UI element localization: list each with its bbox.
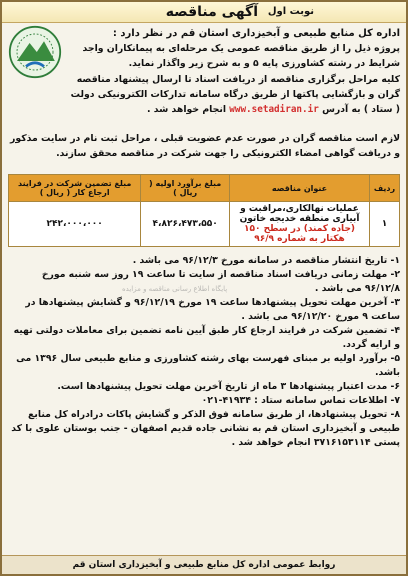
tender-title-line-2: (جاده کمند) در سطح ۱۵۰ هکتار به شماره ۹۶/۹ xyxy=(243,224,356,244)
footer-public-relations: روابط عمومی اداره کل منابع طبیعی و آبخیزداری استان قم xyxy=(2,555,406,574)
list-item: ۵- برآورد اولیه بر مبنای فهرست بهای رشته کشاورزی و منابع طبیعی سال ۱۳۹۶ می باشد. xyxy=(16,353,400,378)
list-item: ۴- تضمین شرکت در فرایند ارجاع کار طبق آیین نامه تضمین برای معاملات دولتی تهیه و ارایه گردد. xyxy=(13,325,400,350)
header-guarantee-amount: مبلغ تضمین شرکت در فرایند ارجاع کار ( ریال ) xyxy=(9,175,141,202)
conditions-list xyxy=(8,254,400,450)
table-row xyxy=(9,202,400,247)
list-item: ۲- مهلت زمانی دریافت اسناد مناقصه از سایت تا ساعت ۱۹ روز سه شنبه مورخ ۹۶/۱۲/۸ می باشد . xyxy=(41,269,400,294)
cell-tender-title xyxy=(230,202,370,247)
intro-paragraph-2 xyxy=(66,72,400,117)
header-row-number: ردیف xyxy=(370,175,400,202)
tender-title-line-1: عملیات نهالکاری،مراقبت و آبیاری منطقه خدیجه خاتون xyxy=(239,204,360,224)
tender-table xyxy=(8,174,400,247)
header-bar xyxy=(2,2,406,23)
table-header-row xyxy=(9,175,400,202)
cell-row-number: ۱ xyxy=(370,202,400,247)
header-initial-budget: مبلغ برآورد اولیه ( ریال ) xyxy=(141,175,230,202)
list-item: ۳- آخرین مهلت تحویل پیشنهادها ساعت ۱۹ مورخ ۹۶/۱۲/۱۹ و گشایش پیشنهادها در ساعت ۹ مورخ ۹۶/۱۲/۲۰ می باشد . xyxy=(25,297,400,322)
intro-paragraph-1: پروژه ذیل را از طریق مناقصه عمومی یک مرحله‌ای به پیمانکاران واجد شرایط در رشته کشاورزی پایه ۵ و به شرح زیر واگذار نماید. xyxy=(82,43,400,69)
list-item: ۶- مدت اعتبار پیشنهادها ۳ ماه از تاریخ آخرین مهلت تحویل پیشنهادها است. xyxy=(57,381,400,392)
header-tender-title: عنوان مناقصه xyxy=(230,175,370,202)
list-item: ۷- اطلاعات تماس سامانه ستاد : ۴۱۹۳۴-۰۲۱ xyxy=(201,395,400,406)
list-item: ۸- تحویل پیشنهادها، از طریق سامانه فوق الذکر و گشایش پاکات درادراه کل منابع طبیعی و آبخیزداری استان قم به نشانی جاده قدیم اصفهان - جنب بوستان علوی با کد پستی ۳۷۱۶۱۵۳۱۱۴ انجام خواهد شد . xyxy=(11,409,400,448)
list-item: ۱- تاریخ انتشار مناقصه در سامانه مورخ ۹۶/۱۲/۳ می باشد . xyxy=(132,255,400,266)
intro-paragraph-2-text: کلیه مراحل برگزاری مناقصه از دریافت اسناد تا ارسال پیشنهاد مناقصه گران و بازگشایی پاکتها از طریق درگاه سامانه تدارکات الکترونیکی دولت ( ستاد ) به آدرس xyxy=(70,74,400,115)
watermark-site: پایگاه اطلاع رسانی مناقصه و مزایده xyxy=(122,285,228,293)
cell-guarantee-amount: ۲۴۲،۰۰۰،۰۰۰ xyxy=(9,202,141,247)
organization-logo-icon xyxy=(8,25,62,79)
announcement-turn: نوبت اول xyxy=(267,6,314,17)
cell-initial-budget: ۴،۸۲۶،۴۷۳،۵۵۰ xyxy=(141,202,230,247)
announcement-title: آگهی مناقصه xyxy=(165,4,258,20)
intro-paragraph-3: لازم است مناقصه گران در صورت عدم عضویت قبلی ، مراحل ثبت نام در سایت مذکور و دریافت گواهی امضاء الکترونیکی را جهت شرکت در مناقصه محقق سازند. xyxy=(10,133,400,159)
organization-line: اداره کل منابع طبیعی و آبخیزداری استان قم در نظر دارد : xyxy=(112,28,400,39)
intro-paragraph-2-end: انجام خواهد شد . xyxy=(147,104,227,115)
website-link[interactable]: www.setadiran.ir xyxy=(229,104,319,115)
